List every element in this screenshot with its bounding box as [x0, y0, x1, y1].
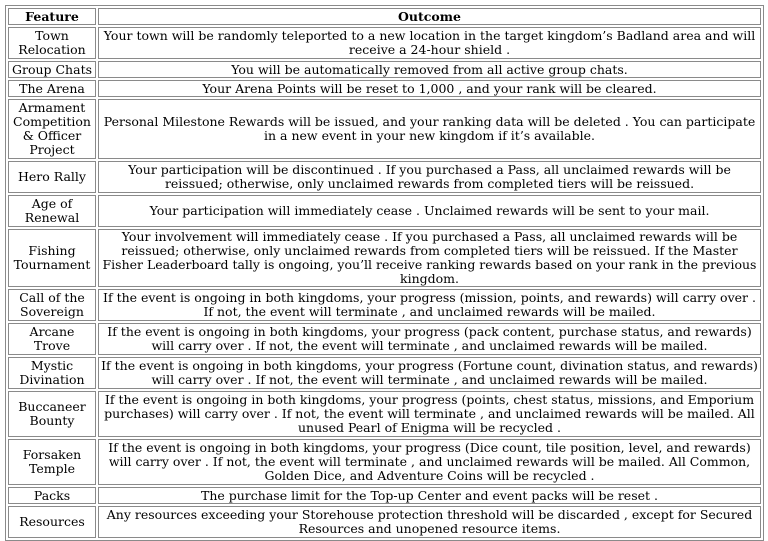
header-row: [8, 8, 761, 25]
outcome-cell: Your participation will immediately cease . Unclaimed rewards will be sent to your mail.: [98, 195, 761, 227]
feature-cell: Resources: [8, 506, 96, 538]
feature-cell: Town Relocation: [8, 27, 96, 59]
feature-cell: Call of the Sovereign: [8, 289, 96, 321]
outcome-cell: Any resources exceeding your Storehouse protection threshold will be discarded , except for Secured Resources and unopened resource items.: [98, 506, 761, 538]
feature-cell: Age of Renewal: [8, 195, 96, 227]
outcome-cell: If the event is ongoing in both kingdoms, your progress (mission, points, and rewards) will carry over . If not, the event will terminate , and unclaimed rewards will be mailed.: [98, 289, 761, 321]
table-row: [8, 323, 761, 355]
table-row: [8, 229, 761, 287]
outcome-cell: If the event is ongoing in both kingdoms, your progress (points, chest status, missions, and Emporium purchases) will carry over . If not, the event will terminate , and unclaimed rewards will be mailed. All unused Pearl of Enigma will be recycled .: [98, 391, 761, 437]
feature-cell: Arcane Trove: [8, 323, 96, 355]
table-row: [8, 161, 761, 193]
outcome-cell: If the event is ongoing in both kingdoms, your progress (Fortune count, divination status, and rewards) will carry over . If not, the event will terminate , and unclaimed rewards will be mailed.: [98, 357, 761, 389]
table-row: [8, 195, 761, 227]
migration-outcome-table: [5, 5, 764, 541]
table-row: [8, 439, 761, 485]
outcome-column-header: Outcome: [98, 8, 761, 25]
table-row: [8, 80, 761, 97]
table-row: [8, 99, 761, 159]
table-row: [8, 289, 761, 321]
feature-cell: Packs: [8, 487, 96, 504]
table-row: [8, 391, 761, 437]
feature-cell: Fishing Tournament: [8, 229, 96, 287]
table-row: [8, 27, 761, 59]
table-body: [8, 27, 761, 538]
feature-cell: Forsaken Temple: [8, 439, 96, 485]
feature-cell: Armament Competition & Officer Project: [8, 99, 96, 159]
feature-cell: Buccaneer Bounty: [8, 391, 96, 437]
table-row: [8, 61, 761, 78]
outcome-cell: Your town will be randomly teleported to a new location in the target kingdom’s Badland area and will receive a 24-hour shield .: [98, 27, 761, 59]
feature-column-header: Feature: [8, 8, 96, 25]
table-header: [8, 8, 761, 25]
outcome-cell: If the event is ongoing in both kingdoms, your progress (pack content, purchase status, and rewards) will carry over . If not, the event will terminate , and unclaimed rewards will be mailed.: [98, 323, 761, 355]
table-row: [8, 506, 761, 538]
outcome-cell: Personal Milestone Rewards will be issued, and your ranking data will be deleted . You can participate in a new event in your new kingdom if it’s available.: [98, 99, 761, 159]
outcome-cell: You will be automatically removed from all active group chats.: [98, 61, 761, 78]
feature-cell: The Arena: [8, 80, 96, 97]
outcome-cell: Your Arena Points will be reset to 1,000 , and your rank will be cleared.: [98, 80, 761, 97]
table-row: [8, 487, 761, 504]
feature-cell: Mystic Divination: [8, 357, 96, 389]
outcome-cell: The purchase limit for the Top-up Center and event packs will be reset .: [98, 487, 761, 504]
table-row: [8, 357, 761, 389]
outcome-cell: If the event is ongoing in both kingdoms, your progress (Dice count, tile position, level, and rewards) will carry over . If not, the event will terminate , and unclaimed rewards will be mailed. All Common, Golden Dice, and Adventure Coins will be recycled .: [98, 439, 761, 485]
outcome-cell: Your involvement will immediately cease . If you purchased a Pass, all unclaimed rewards will be reissued; otherwise, only unclaimed rewards from completed tiers will be reissued. If the Master Fisher Leaderboard tally is ongoing, you’ll receive ranking rewards based on your rank in the previous kingdom.: [98, 229, 761, 287]
feature-cell: Group Chats: [8, 61, 96, 78]
outcome-cell: Your participation will be discontinued . If you purchased a Pass, all unclaimed rewards will be reissued; otherwise, only unclaimed rewards from completed tiers will be reissued.: [98, 161, 761, 193]
feature-cell: Hero Rally: [8, 161, 96, 193]
